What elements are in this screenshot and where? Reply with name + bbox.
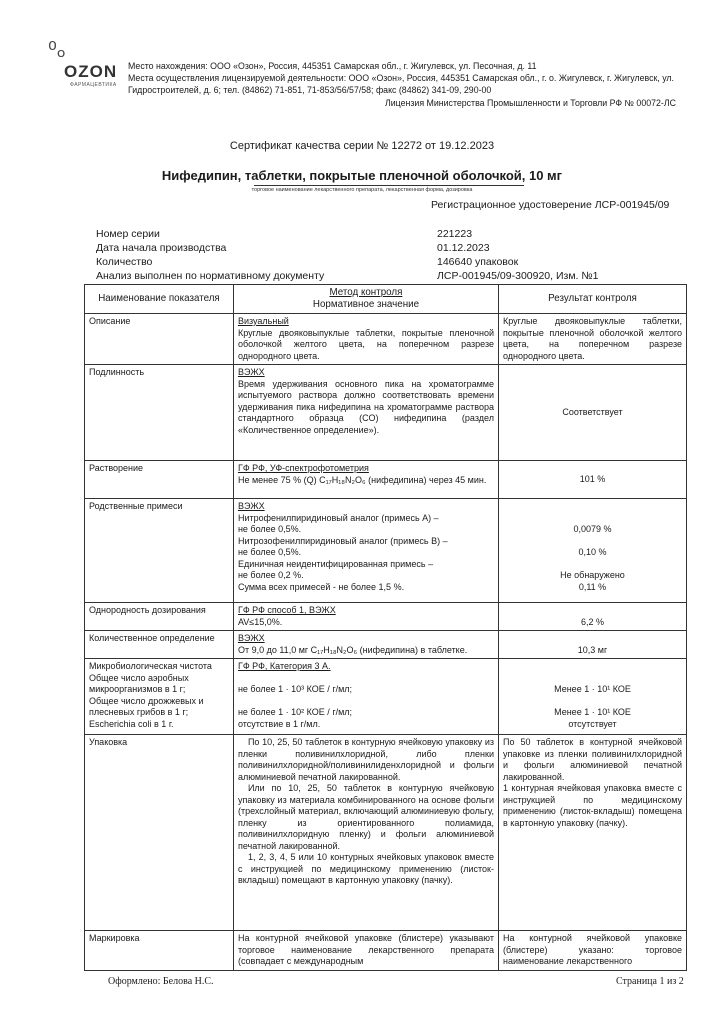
impurity-a-result: 0,0079 % bbox=[573, 524, 612, 534]
row-norm-text: Время удерживания основного пика на хроматограмме испытуемого раствора должно соответствовать времени удерживания пика нифедипина на хроматограмме раствора стандартного образца (СО) нифедипина (раздел «Количественное определение»). bbox=[237, 378, 494, 435]
table-row bbox=[85, 631, 687, 659]
impurity-b-limit: не более 0,5%. bbox=[237, 547, 302, 557]
page-number: Страница 1 из 2 bbox=[616, 976, 684, 987]
impurity-b: Нитрозофенилпиридиновый аналог (примесь В) – bbox=[237, 535, 448, 546]
header-result: Результат контроля bbox=[498, 285, 686, 314]
row-norm-text: AV≤15,0%. bbox=[237, 616, 283, 627]
row-method: ВЭЖХ bbox=[237, 633, 265, 643]
prepared-by: Оформлено: Белова Н.С. bbox=[108, 976, 214, 987]
row-norm bbox=[233, 461, 498, 499]
impurity-total-result: 0,11 % bbox=[578, 581, 607, 592]
pack-norm-1: По 10, 25, 50 таблеток в контурную ячейковую упаковку из пленки поливинилхлоридной, либо пленки поливинилхлоридной/поливинилиденхлоридной и фольги алюминиевой печатной лакированной. bbox=[237, 737, 494, 782]
header-method-norm bbox=[233, 285, 498, 314]
row-norm: На контурной ячейковой упаковке (блистере) указывают торговое наименование лекарственного препарата (совпадает с международным bbox=[233, 931, 498, 971]
logo-mark-icon: ⁰ₒ bbox=[48, 38, 66, 63]
micro-aerobic-result: Менее 1 · 10¹ КОЕ bbox=[554, 684, 631, 694]
row-norm-text: Круглые двояковыпуклые таблетки, покрытые пленочной оболочкой желтого цвета, на поперечном разрезе однородного цвета. bbox=[237, 327, 494, 361]
info-label-batch: Номер серии bbox=[96, 228, 160, 240]
row-norm bbox=[233, 499, 498, 603]
row-method: ВЭЖХ bbox=[237, 501, 265, 511]
row-name: Упаковка bbox=[85, 735, 234, 931]
row-name: Растворение bbox=[85, 461, 234, 499]
row-method: ГФ РФ, УФ-спектрофотометрия bbox=[237, 463, 369, 473]
row-method: ВЭЖХ bbox=[237, 367, 265, 377]
logo-brand: OZON bbox=[64, 62, 118, 81]
logo-subtitle: ФАРМАЦЕВТИКА bbox=[70, 82, 117, 88]
row-result: Круглые двояковыпуклые таблетки, покрытые пленочной оболочкой желтого цвета, на поперечном разрезе однородного цвета. bbox=[498, 314, 686, 365]
row-norm-text: Не менее 75 % (Q) C₁₇H₁₈N₂O₆ (нифедипина) через 45 мин. bbox=[237, 474, 487, 485]
micro-aerobic: Общее число аэробных микроорганизмов в 1 г; bbox=[89, 672, 189, 694]
micro-ecoli: Escherichia coli в 1 г. bbox=[89, 718, 174, 729]
row-method: Визуальный bbox=[237, 316, 289, 326]
impurity-single-limit: не более 0,2 %. bbox=[237, 570, 304, 580]
info-label-start-date: Дата начала производства bbox=[96, 242, 227, 254]
micro-fungi: Общее число дрожжевых и плесневых грибов в 1 г; bbox=[89, 695, 204, 717]
table-row bbox=[85, 499, 687, 603]
pack-result-2: 1 контурная ячейковая упаковка вместе с инструкцией по медицинскому применению (листок-вкладыш) помещена в картонную упаковку (пачку). bbox=[502, 783, 682, 828]
row-name: Однородность дозирования bbox=[85, 603, 234, 631]
row-name bbox=[85, 659, 234, 735]
header-name: Наименование показателя bbox=[85, 285, 234, 314]
quality-table bbox=[84, 284, 687, 971]
header-method: Метод контроля bbox=[329, 287, 403, 298]
info-value-start-date: 01.12.2023 bbox=[437, 242, 490, 254]
table-row bbox=[85, 603, 687, 631]
row-norm bbox=[233, 603, 498, 631]
micro-aerobic-limit: не более 1 · 10³ КОЕ / г/мл; bbox=[237, 684, 353, 694]
table-row bbox=[85, 931, 687, 971]
product-note: торговое наименование лекарственного препарата, лекарственная форма, дозировка bbox=[251, 187, 473, 193]
row-name: Маркировка bbox=[85, 931, 234, 971]
row-name: Подлинность bbox=[85, 365, 234, 461]
impurity-single: Единичная неидентифицированная примесь – bbox=[237, 558, 434, 569]
pack-result-1: По 50 таблеток в контурной ячейковой упаковке из пленки поливинилхлоридной и фольги алюминиевой печатной лакированной. bbox=[502, 737, 682, 782]
header-license: Лицензия Министерства Промышленности и Торговли РФ № 00072-ЛС bbox=[385, 98, 676, 108]
info-label-quantity: Количество bbox=[96, 256, 153, 268]
info-value-quantity: 146640 упаковок bbox=[437, 256, 519, 268]
row-result: 6,2 % bbox=[498, 603, 686, 631]
row-result: На контурной ячейковой упаковке (блистере) указано: торговое наименование лекарственного bbox=[498, 931, 686, 971]
row-norm bbox=[233, 735, 498, 931]
row-result: 101 % bbox=[498, 461, 686, 499]
row-norm-text: От 9,0 до 11,0 мг C₁₇H₁₈N₂O₆ (нифедипина) в таблетке. bbox=[237, 644, 468, 655]
micro-ecoli-result: отсутствует bbox=[568, 718, 617, 729]
header-licensed-sites: Места осуществления лицензируемой деятельности: ООО «Озон», Россия, 445351 Самарская обл., г. о. Жигулевск, г. Жигулевск, ул. bbox=[128, 73, 674, 83]
table-row bbox=[85, 735, 687, 931]
impurity-total: Сумма всех примесей - не более 1,5 %. bbox=[237, 581, 405, 592]
registration-number: Регистрационное удостоверение ЛСР-001945/09 bbox=[431, 199, 670, 211]
pack-norm-2: Или по 10, 25, 50 таблеток в контурную ячейковую упаковку из материала комбинированного на основе фольги (трехслойный материал, включающий алюминиевую фольгу, пленку из ориентированного полиамида, поливинилхлоридную пленку) и фольги алюминиевой печатной лакированной. bbox=[237, 783, 494, 851]
header-address: Место нахождения: ООО «Озон», Россия, 445351 Самарская обл., г. Жигулевск, ул. Песочная, д. 11 bbox=[128, 61, 537, 71]
impurity-a: Нитрофенилпиридиновый аналог (примесь А) – bbox=[237, 512, 439, 523]
micro-fungi-result: Менее 1 · 10¹ КОЕ bbox=[554, 707, 631, 717]
product-name: Нифедипин, таблетки, покрытые пленочной оболочкой, 10 мг bbox=[161, 168, 563, 183]
micro-ecoli-limit: отсутствие в 1 г/мл. bbox=[237, 718, 321, 729]
row-norm bbox=[233, 631, 498, 659]
micro-fungi-limit: не более 1 · 10² КОЕ / г/мл; bbox=[237, 707, 353, 717]
certificate-title: Сертификат качества серии № 12272 от 19.12.2023 bbox=[229, 140, 495, 152]
row-name: Описание bbox=[85, 314, 234, 365]
impurity-a-limit: не более 0,5%. bbox=[237, 524, 302, 534]
row-norm bbox=[233, 314, 498, 365]
table-header-row bbox=[85, 285, 687, 314]
info-value-batch: 221223 bbox=[437, 228, 473, 240]
row-name: Родственные примеси bbox=[85, 499, 234, 603]
row-result bbox=[498, 659, 686, 735]
row-norm bbox=[233, 365, 498, 461]
row-norm bbox=[233, 659, 498, 735]
product-underline bbox=[254, 185, 524, 186]
row-method: ГФ РФ способ 1, ВЭЖХ bbox=[237, 605, 336, 615]
row-result: 10,3 мг bbox=[498, 631, 686, 659]
micro-title: Микробиологическая чистота bbox=[89, 661, 212, 671]
header-contacts: Гидростроителей, д. 6; тел. (84862) 71-851, 71-853/56/57/58; факс (84862) 341-09, 290-00 bbox=[128, 85, 492, 95]
header-norm: Нормативное значение bbox=[312, 299, 420, 310]
impurity-b-result: 0,10 % bbox=[578, 547, 607, 557]
table-row bbox=[85, 314, 687, 365]
row-result bbox=[498, 499, 686, 603]
row-method: ГФ РФ, Категория 3 А. bbox=[237, 661, 331, 671]
row-name: Количественное определение bbox=[85, 631, 234, 659]
company-logo bbox=[40, 40, 120, 98]
info-value-document: ЛСР-001945/09-300920, Изм. №1 bbox=[437, 270, 599, 282]
table-row bbox=[85, 461, 687, 499]
info-label-document: Анализ выполнен по нормативному документу bbox=[96, 270, 325, 282]
row-result bbox=[498, 735, 686, 931]
row-result: Соответствует bbox=[498, 365, 686, 461]
table-row bbox=[85, 365, 687, 461]
pack-norm-3: 1, 2, 3, 4, 5 или 10 контурных ячейковых упаковок вместе с инструкцией по медицинскому применению (листок-вкладыш) помещают в картонную упаковку (пачку). bbox=[237, 852, 494, 885]
table-row bbox=[85, 659, 687, 735]
impurity-single-result: Не обнаружено bbox=[560, 570, 625, 580]
